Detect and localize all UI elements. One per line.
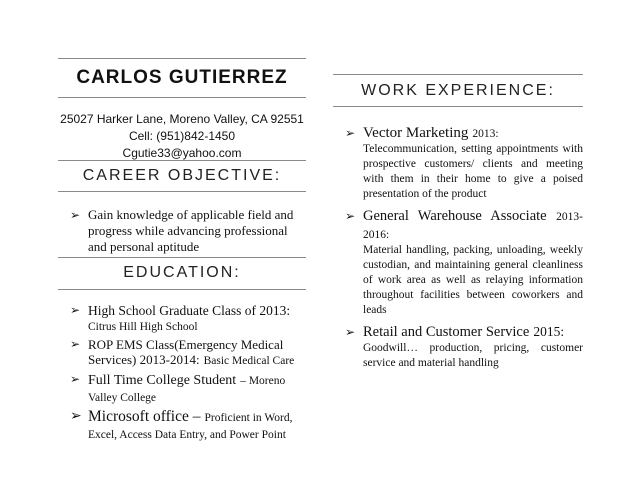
objective-bottom-rule	[58, 191, 306, 192]
work-item	[343, 124, 583, 202]
work-title: Vector Marketing	[363, 125, 469, 141]
education-item	[68, 372, 304, 406]
bullet-arrow-icon: ➢	[70, 208, 81, 222]
work-heading: WORK EXPERIENCE:	[361, 82, 555, 99]
objective-text: Gain knowledge of applicable field and progress while advancing professional and personal aptitude	[88, 207, 294, 254]
education-top-rule	[58, 257, 306, 258]
work-detail: Telecommunication, setting appointments with prospective customers/ clients and meeting with them in their home to give a poised presentation of the product	[363, 143, 583, 200]
education-detail: Proficient in Word, Excel, Access Data Entry, and Power Point	[88, 412, 293, 441]
education-detail: – Moreno Valley College	[88, 375, 286, 404]
work-year: 2013-2016:	[363, 211, 584, 241]
education-title: Microsoft office –	[88, 408, 201, 425]
objective-top-rule	[58, 160, 306, 161]
address-text: 25027 Harker Lane, Moreno Valley, CA 92551	[60, 112, 304, 126]
work-top-rule	[333, 74, 583, 75]
work-detail: Material handling, packing, unloading, weekly custodian, and maintaining general cleanliness of work area as well as relaying information throughout facilities between coworkers and leads	[363, 244, 583, 316]
objective-heading: CAREER OBJECTIVE:	[82, 167, 282, 184]
name-rule	[58, 97, 306, 98]
work-year: 2015:	[533, 324, 565, 339]
top-rule-left	[58, 58, 306, 59]
education-item	[68, 303, 304, 335]
education-detail: Basic Medical Care	[203, 355, 295, 367]
work-title: General Warehouse Associate	[363, 208, 547, 224]
bullet-arrow-icon: ➢	[70, 337, 81, 351]
bullet-arrow-icon: ➢	[70, 372, 81, 386]
bullet-arrow-icon: ➢	[70, 409, 82, 424]
education-item	[68, 409, 304, 443]
work-item	[343, 207, 583, 318]
bullet-arrow-icon: ➢	[345, 325, 356, 339]
education-item	[68, 337, 304, 369]
education-title: Full Time College Student	[88, 373, 237, 388]
education-title: ROP EMS Class(Emergency Medical Services) 2013-2014:	[88, 337, 284, 367]
education-list	[68, 303, 304, 443]
education-bottom-rule	[58, 289, 306, 290]
education-title: High School Graduate Class of 2013:	[88, 303, 291, 318]
applicant-name: CARLOS GUTIERREZ	[76, 67, 288, 88]
work-item	[343, 323, 583, 371]
objective-item	[68, 207, 298, 255]
work-year: 2013:	[472, 128, 499, 140]
work-bottom-rule	[333, 106, 583, 107]
work-detail: Goodwill… production, pricing, customer service and material handling	[363, 342, 583, 369]
email-text: Cgutie33@yahoo.com	[122, 146, 242, 160]
phone-text: Cell: (951)842-1450	[128, 129, 236, 143]
bullet-arrow-icon: ➢	[70, 303, 81, 317]
objective-list	[68, 207, 298, 255]
bullet-arrow-icon: ➢	[345, 126, 356, 140]
contact-block	[50, 111, 314, 162]
work-title: Retail and Customer Service	[363, 324, 530, 340]
bullet-arrow-icon: ➢	[345, 209, 356, 223]
education-detail: Citrus Hill High School	[88, 321, 198, 333]
education-heading: EDUCATION:	[123, 264, 241, 281]
work-list	[343, 124, 583, 371]
